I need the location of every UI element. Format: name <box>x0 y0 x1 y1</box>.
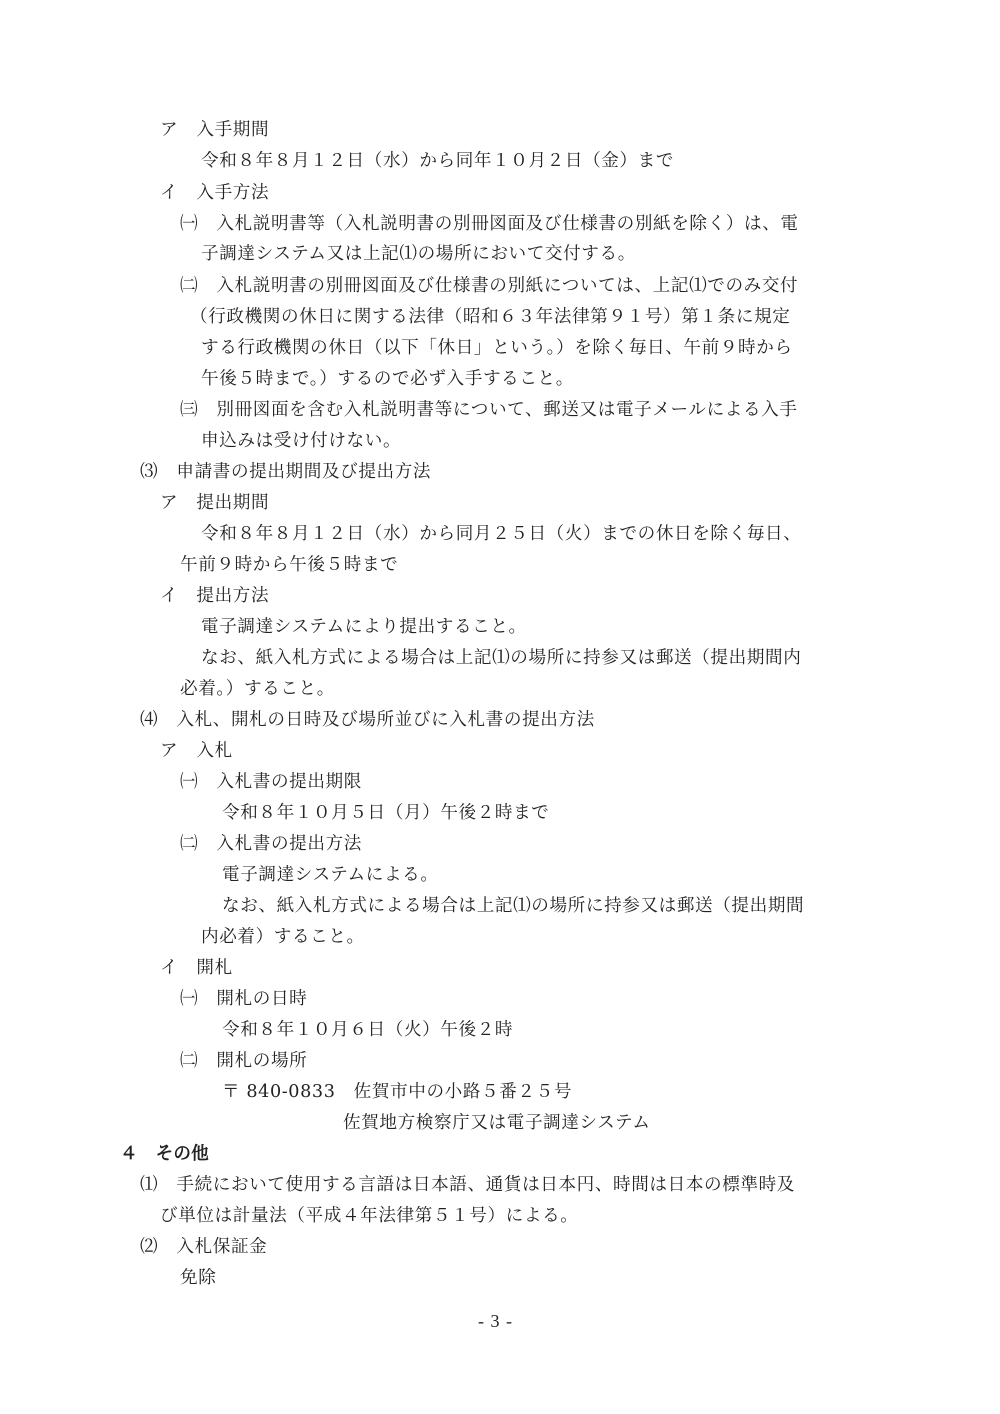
text-line: なお、紙入札方式による場合は上記⑴の場所に持参又は郵送（提出期間内 <box>201 648 802 668</box>
text-line: 必着。）すること。 <box>180 679 335 699</box>
text-line: （行政機関の休日に関する法律（昭和６３年法律第９１号）第１条に規定 <box>190 307 791 327</box>
text-line: ア 提出期間 <box>160 493 270 513</box>
text-line: 〒 840-0833 佐賀市中の小路５番２５号 <box>222 1082 573 1102</box>
text-line: 令和８年１０月５日（月）午後２時まで <box>222 803 550 823</box>
text-line: なお、紙入札方式による場合は上記⑴の場所に持参又は郵送（提出期間 <box>222 896 805 916</box>
text-line: 令和８年８月１２日（水）から同年１０月２日（金）まで <box>201 151 675 171</box>
text-line: イ 入手方法 <box>160 183 270 203</box>
section-heading: ４ その他 <box>120 1143 209 1164</box>
text-line: イ 提出方法 <box>160 586 270 606</box>
text-line: ㈠ 入札書の提出期限 <box>180 772 362 792</box>
text-line: イ 開札 <box>160 958 233 978</box>
text-line: ⑶ 申請書の提出期間及び提出方法 <box>140 462 432 482</box>
text-line: 内必着）すること。 <box>201 927 365 947</box>
page-number: - 3 - <box>478 1311 513 1331</box>
text-line: 令和８年１０月６日（火）午後２時 <box>222 1020 514 1040</box>
text-line: ⑵ 入札保証金 <box>140 1237 268 1257</box>
text-line: 佐賀地方検察庁又は電子調達システム <box>343 1113 651 1133</box>
text-line: ㈢ 別冊図面を含む入札説明書等について、郵送又は電子メールによる入手 <box>180 400 798 420</box>
text-line: ⑷ 入札、開札の日時及び場所並びに入札書の提出方法 <box>140 710 595 730</box>
text-line: ア 入札 <box>160 741 233 761</box>
text-line: 午前９時から午後５時まで <box>180 555 399 575</box>
text-line: 子調達システム又は上記⑴の場所において交付する。 <box>201 244 636 264</box>
text-line: 令和８年８月１２日（水）から同月２５日（火）までの休日を除く毎日、 <box>201 524 802 544</box>
text-line: ⑴ 手続において使用する言語は日本語、通貨は日本円、時間は日本の標準時及 <box>140 1175 795 1195</box>
text-line: ㈡ 入札説明書の別冊図面及び仕様書の別紙については、上記⑴でのみ交付 <box>180 276 799 296</box>
text-line: ㈡ 入札書の提出方法 <box>180 834 362 854</box>
text-line: び単位は計量法（平成４年法律第５１号）による。 <box>160 1206 579 1226</box>
text-line: ㈠ 入札説明書等（入札説明書の別冊図面及び仕様書の別紙を除く）は、電 <box>180 214 799 234</box>
text-line: ア 入手期間 <box>160 120 270 140</box>
text-line: 免除 <box>180 1268 217 1288</box>
text-line: 電子調達システムにより提出すること。 <box>201 617 527 637</box>
text-line: 申込みは受け付けない。 <box>201 431 402 451</box>
text-line: ㈠ 開札の日時 <box>180 989 308 1009</box>
text-line: 午後５時まで。）するので必ず入手すること。 <box>201 369 574 389</box>
text-line: する行政機関の休日（以下「休日」という。）を除く毎日、午前９時から <box>201 338 793 358</box>
text-line: 電子調達システムによる。 <box>222 865 439 885</box>
text-line: ㈡ 開札の場所 <box>180 1051 308 1071</box>
